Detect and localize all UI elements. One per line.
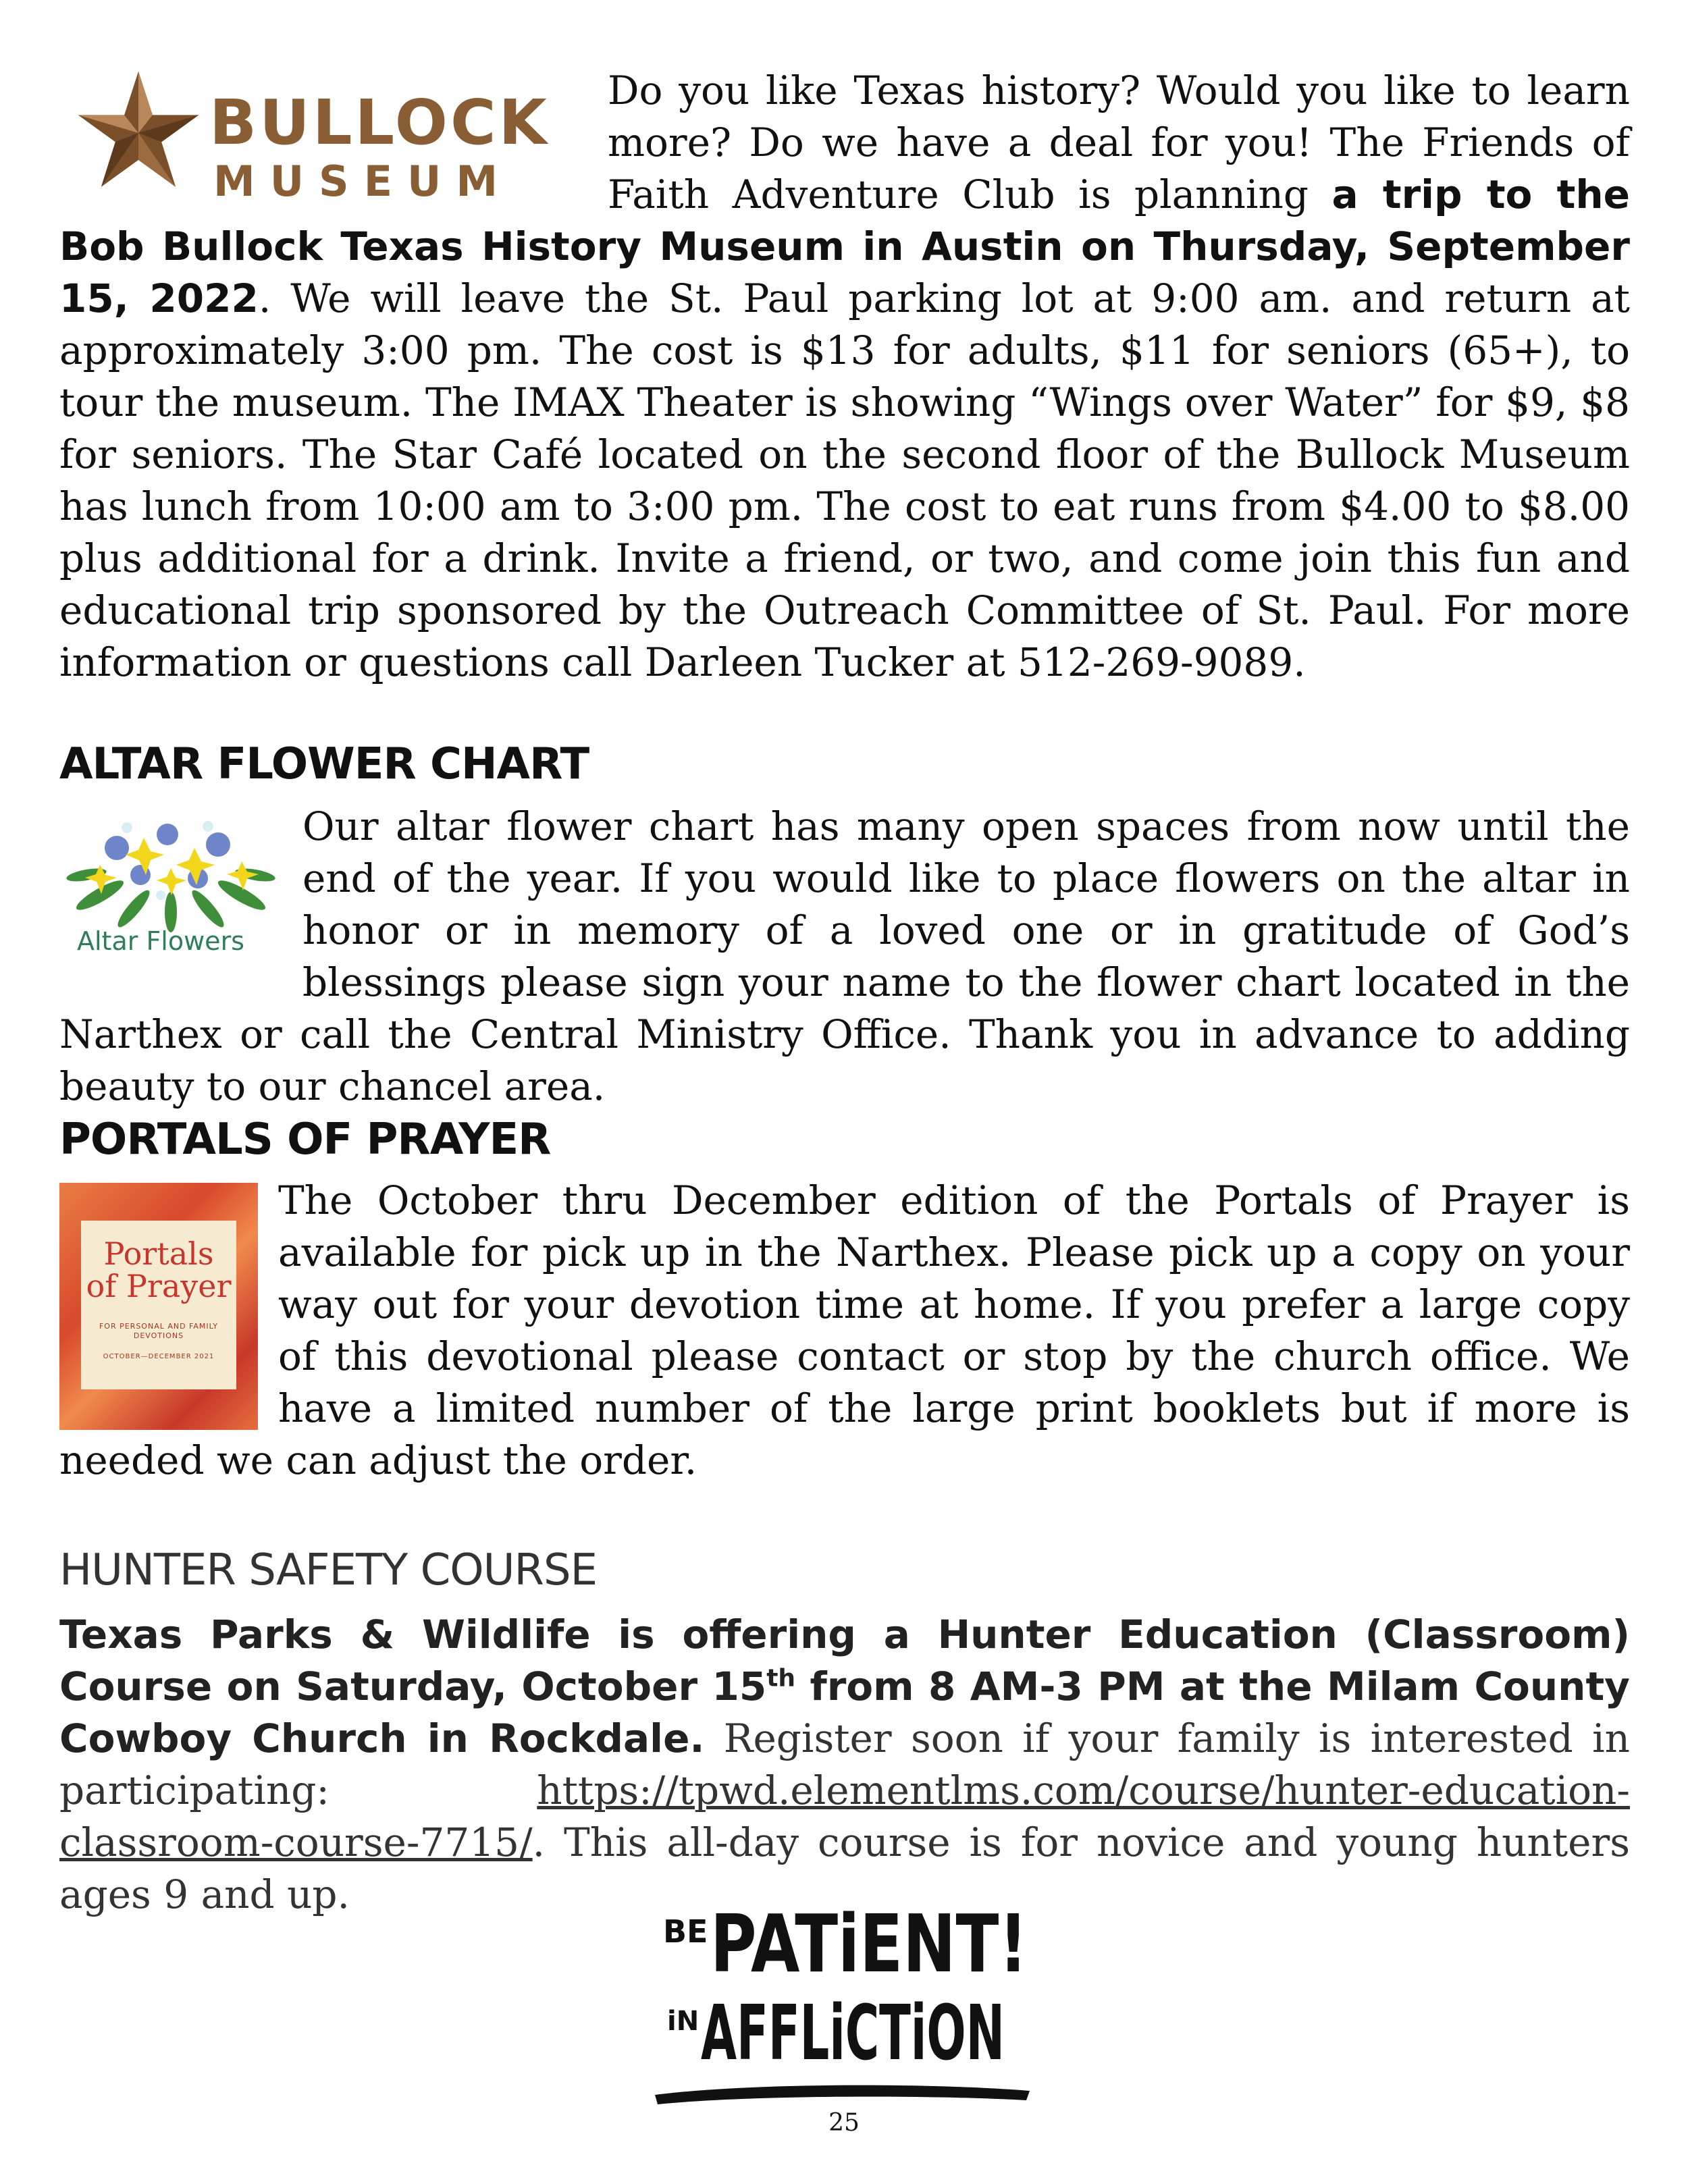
portals-cover-subtitle: FOR PERSONAL AND FAMILY DEVOTIONS (99, 1322, 219, 1340)
logo-text-bullock: BULLOCK (209, 86, 550, 159)
bullock-trip-bold: a trip to the Bob Bullock Texas History Museum in Austin on Thursday, September 15, 2022 (59, 171, 1630, 321)
altar-section (59, 801, 1630, 1113)
flower-bouquet-icon (59, 807, 282, 929)
hunter-section (59, 1609, 1630, 1921)
altar-paragraph: Our altar flower chart has many open spaces from now until the end of the year. If you would like to place flowers on the altar in honor or in memory of a loved one or in gratitude of God’s blessings please sign your name to the flower chart located in the Narthex or call the Central Ministry Office. Thank you in advance to adding beauty to our chancel area. (59, 803, 1630, 1109)
portals-cover-title-line2: of Prayer (86, 1268, 232, 1304)
be-patient-graphic (648, 1880, 1040, 2110)
portals-cover-image (59, 1183, 258, 1430)
portals-paragraph: The October thru December edition of the Portals of Prayer is available for pick up in the Narthex. Please pick up a copy on your way out for your devotion time at home. If you prefer a large copy of this devotional please contact or stop by the church office. We have a limited number of the large print booklets but if more is needed we can adjust the order. (59, 1177, 1630, 1483)
graphic-in: iN (667, 2006, 700, 2037)
hunter-registration-link[interactable]: https://tpwd.elementlms.com/course/hunter-education-classroom-course-7715/ (59, 1767, 1630, 1865)
portals-cover-dates: OCTOBER—DECEMBER 2021 (103, 1353, 215, 1360)
hunter-paragraph (59, 1609, 1630, 1921)
bullock-museum-section (59, 65, 1630, 689)
page-number: 25 (828, 2109, 860, 2137)
logo-text-museum: MUSEUM (213, 157, 513, 206)
hunter-text-a: Register soon if your family is interested in participating: (59, 1715, 1631, 1813)
altar-heading: ALTAR FLOWER CHART (59, 739, 589, 789)
altar-flowers-caption: Altar Flowers (77, 926, 244, 956)
portals-cover-panel (81, 1221, 236, 1389)
graphic-be: BE (663, 1913, 708, 1950)
bullock-intro-text: Do you like Texas history? Would you like to learn more? Do we have a deal for you! The Friends of Faith Adventure Club is planning (608, 68, 1630, 217)
hunter-bold-sup: th (766, 1664, 796, 1693)
bullock-museum-logo (74, 69, 581, 204)
altar-flowers-image (59, 807, 282, 960)
graphic-patient: PATiENT! (710, 1897, 1028, 1990)
portals-section (59, 1175, 1630, 1487)
hunter-heading: HUNTER SAFETY COURSE (59, 1545, 597, 1595)
portals-cover-title-line1: Portals (103, 1235, 214, 1272)
hunter-text-b: . This all-day course is for novice and young hunters ages 9 and up. (59, 1819, 1630, 1917)
star-icon (74, 69, 203, 197)
graphic-affliction: AFFLiCTiON (701, 1990, 1005, 2077)
bullock-details-text: . We will leave the St. Paul parking lot at 9:00 am. and return at approximately 3:00 pm. The cost is $13 for adults, $11 for seniors (65+), to tour the museum. The IMAX Theater is showing “Wings over Water” for $9, $8 for seniors. The Star Café located on the second floor of the Bullock Museum has lunch from 10:00 am to 3:00 pm. The cost to eat runs from $4.00 to $8.00 plus additional for a drink. Invite a friend, or two, and come join this fun and educational trip sponsored by the Outreach Committee of St. Paul. For more information or questions call Darleen Tucker at 512-269-9089. (59, 275, 1630, 685)
portals-heading: PORTALS OF PRAYER (59, 1115, 551, 1165)
hunter-bold-text-a: Texas Parks & Wildlife is offering a Hunter Education (Classroom) Course on Saturday, October 15 (59, 1612, 1630, 1709)
be-patient-lettering (648, 1880, 1040, 2110)
hunter-bold-text-b: from 8 AM-3 PM at the Milam County Cowboy Church in Rockdale. (59, 1663, 1630, 1761)
